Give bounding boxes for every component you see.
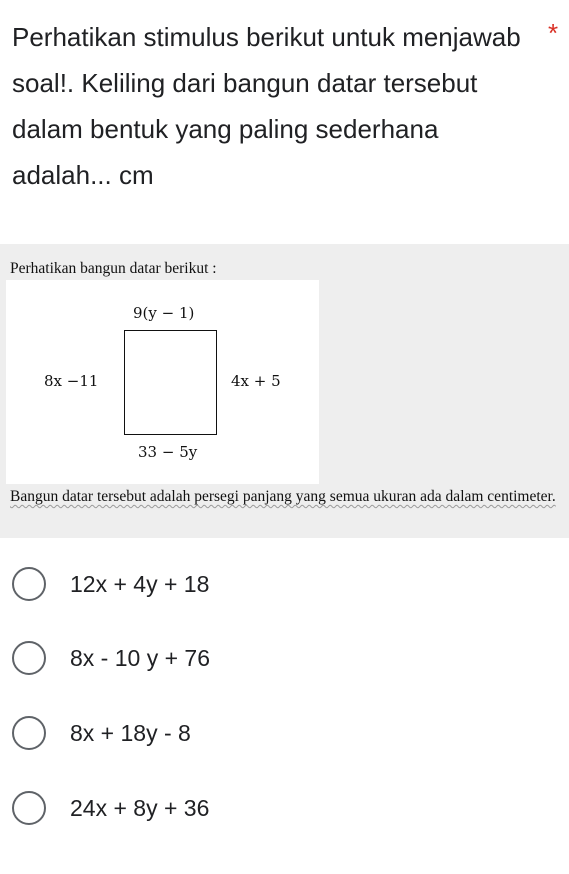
- top-side-label: 9(y − 1): [133, 304, 195, 322]
- answer-option[interactable]: [12, 566, 412, 602]
- radio-button[interactable]: [12, 716, 46, 750]
- option-label: 8x + 18y - 8: [70, 719, 191, 746]
- stimulus-note: Bangun datar tersebut adalah persegi panjang yang semua ukuran ada dalam centimeter.: [10, 488, 556, 505]
- stimulus-image: [0, 244, 569, 538]
- radio-button[interactable]: [12, 641, 46, 675]
- option-label: 8x - 10 y + 76: [70, 644, 210, 671]
- answer-option[interactable]: [12, 790, 412, 826]
- right-side-label: 4x + 5: [231, 372, 281, 390]
- answer-option[interactable]: [12, 715, 412, 751]
- answer-option[interactable]: [12, 640, 412, 676]
- option-label: 12x + 4y + 18: [70, 570, 210, 597]
- rectangle-shape: [124, 330, 217, 435]
- radio-button[interactable]: [12, 567, 46, 601]
- left-side-label: 8x −11: [44, 372, 99, 390]
- bottom-side-label: 33 − 5y: [138, 443, 198, 461]
- radio-button[interactable]: [12, 791, 46, 825]
- rectangle-figure: [6, 280, 319, 484]
- required-marker: *: [548, 18, 559, 48]
- stimulus-intro: Perhatikan bangun datar berikut :: [10, 260, 217, 277]
- question-text: Perhatikan stimulus berikut untuk menjawab soal!. Keliling dari bangun datar tersebut dalam bentuk yang paling sederhana adalah... cm: [12, 22, 521, 190]
- option-label: 24x + 8y + 36: [70, 794, 210, 821]
